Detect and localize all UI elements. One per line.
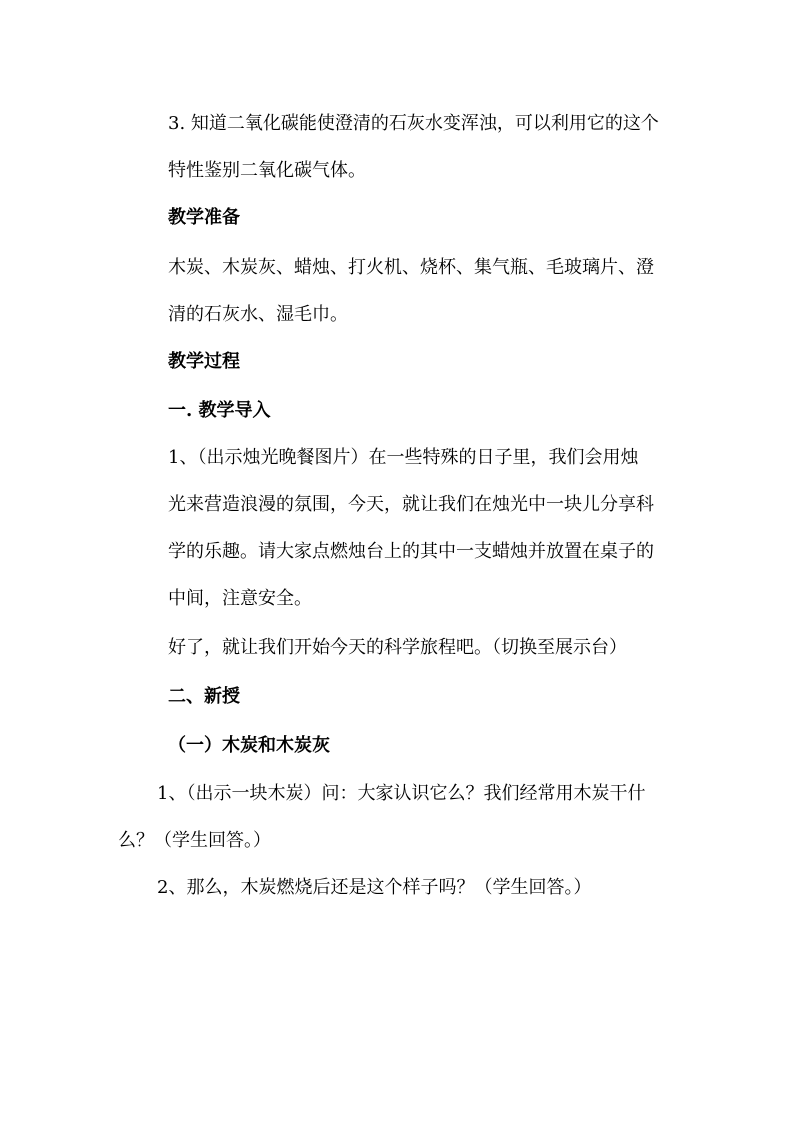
preparation-materials-line-2: 清的石灰水、湿毛巾。 bbox=[168, 304, 348, 325]
charcoal-question-1-line-1: 1、（出示一块木炭）问：大家认识它么？我们经常用木炭干什 bbox=[157, 783, 646, 804]
objective-3-line-1: 3. 知道二氧化碳能使澄清的石灰水变浑浊，可以利用它的这个 bbox=[168, 113, 659, 134]
charcoal-question-1-line-2: 么？（学生回答。） bbox=[118, 830, 271, 851]
teaching-process-heading: 教学过程 bbox=[168, 351, 240, 372]
introduction-heading: 一. 教学导入 bbox=[168, 400, 271, 421]
charcoal-section-heading: （一）木炭和木炭灰 bbox=[168, 735, 330, 756]
introduction-paragraph-1-line-1: 1、（出示烛光晚餐图片）在一些特殊的日子里，我们会用烛 bbox=[168, 447, 639, 468]
preparation-materials-line-1: 木炭、木炭灰、蜡烛、打火机、烧杯、集气瓶、毛玻璃片、澄 bbox=[168, 257, 654, 278]
introduction-paragraph-2: 好了，就让我们开始今天的科学旅程吧。（切换至展示台） bbox=[168, 637, 627, 658]
new-lesson-heading: 二、新授 bbox=[168, 686, 240, 707]
introduction-paragraph-1-line-4: 中间，注意安全。 bbox=[168, 588, 312, 609]
introduction-paragraph-1-line-2: 光来营造浪漫的氛围，今天，就让我们在烛光中一块儿分享科 bbox=[168, 494, 654, 515]
teaching-preparation-heading: 教学准备 bbox=[168, 207, 240, 228]
introduction-paragraph-1-line-3: 学的乐趣。请大家点燃烛台上的其中一支蜡烛并放置在桌子的 bbox=[168, 541, 654, 562]
charcoal-question-2: 2、那么，木炭燃烧后还是这个样子吗？（学生回答。） bbox=[157, 877, 592, 898]
objective-3-line-2: 特性鉴别二氧化碳气体。 bbox=[168, 160, 366, 181]
